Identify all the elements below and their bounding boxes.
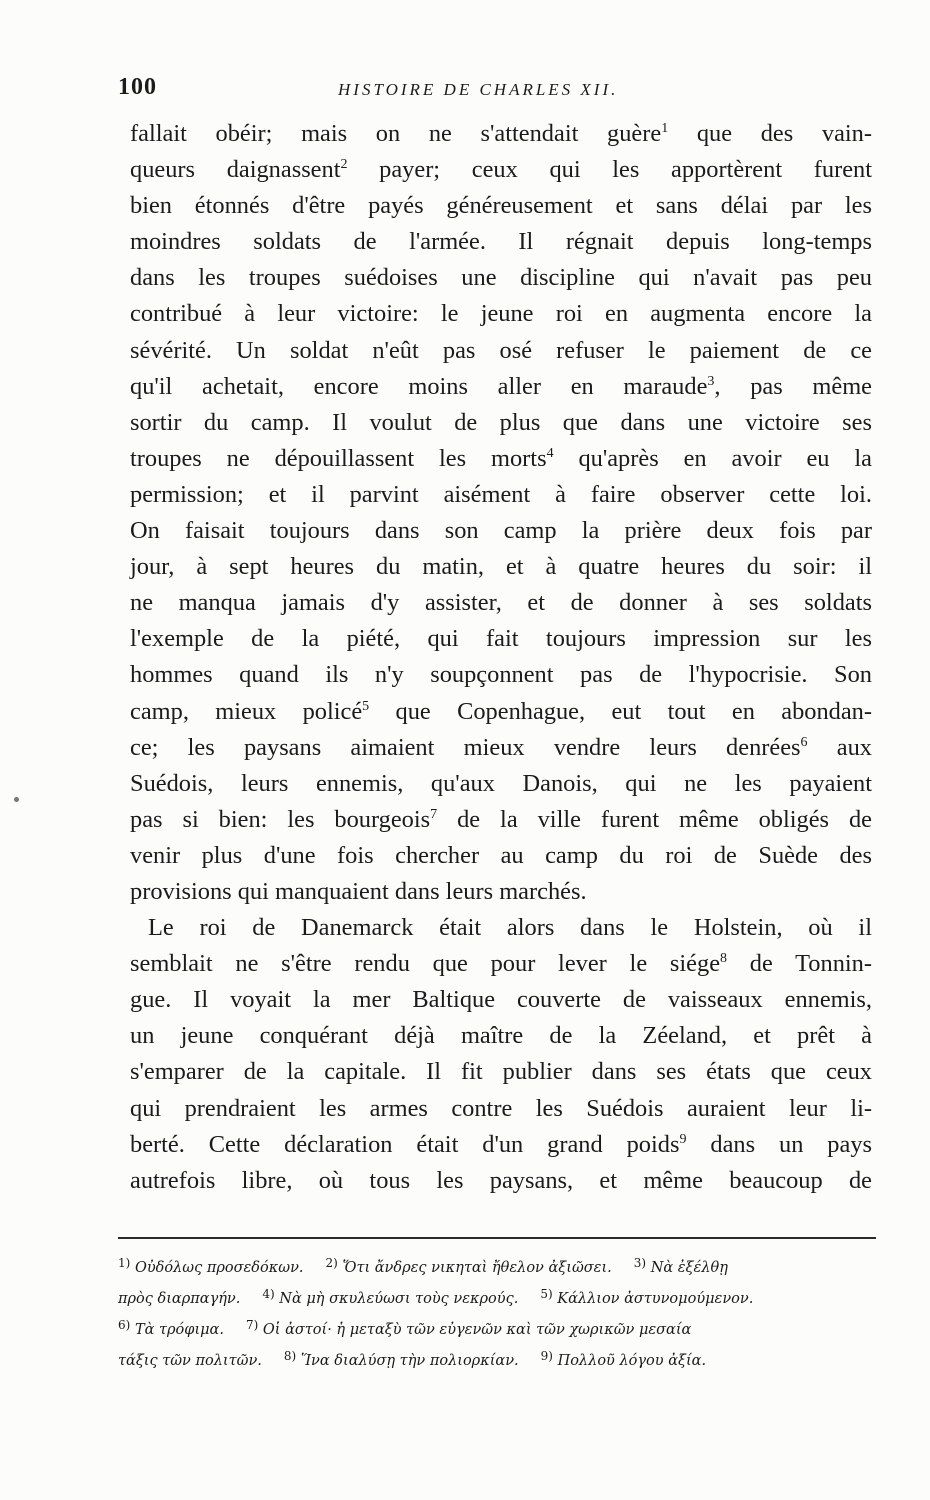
text-line: [130, 657, 872, 693]
text-segment: permission; et il parvint aisément à faire observer cette loi.: [130, 480, 872, 508]
footnote-marker: 5: [362, 698, 370, 714]
text-line: [130, 874, 872, 910]
text-segment: hommes quand ils n'y soupçonnent pas de l'hypocrisie. Son: [130, 661, 872, 689]
text-line: [130, 982, 872, 1018]
text-segment: ne manqua jamais d'y assister, et de donner à ses soldats: [130, 589, 872, 617]
text-line: [130, 766, 872, 802]
text-segment: l'exemple de la piété, qui fait toujours impression sur les: [130, 625, 872, 653]
text-line: [130, 1054, 872, 1090]
text-line: [130, 946, 872, 982]
footnote-text: τάξις τῶν πολιτῶν.: [118, 1353, 262, 1369]
footnote-number: 5): [540, 1287, 553, 1301]
footnote-marker: 8: [720, 951, 728, 967]
text-segment: semblait ne s'être rendu que pour lever le siége: [130, 950, 721, 978]
page-number: 100: [118, 74, 157, 100]
margin-speck: [14, 797, 19, 802]
text-segment: qu'il achetait, encore moins aller en maraude: [130, 372, 708, 400]
text-segment: Le roi de Danemarck était alors dans le Holstein, où il: [148, 914, 872, 942]
text-segment: que Copenhague, eut tout en abondan-: [369, 697, 872, 725]
body-text: [130, 116, 872, 1199]
text-segment: Suédois, leurs ennemis, qu'aux Danois, qui ne les payaient: [130, 769, 872, 797]
running-title: HISTOIRE DE CHARLES XII.: [338, 80, 619, 99]
text-segment: contribué à leur victoire: le jeune roi en augmenta encore la: [130, 300, 872, 328]
text-segment: que des vain-: [668, 120, 872, 147]
footnote-text: Ἵνα διαλύσῃ τὴν πολιορκίαν.: [300, 1353, 519, 1369]
footnote-text: Ὅτι ἄνδρες νικηταὶ ἤθελον ἀξιῶσει.: [342, 1260, 612, 1276]
footnote-number: 6): [118, 1318, 131, 1332]
footnote-marker: 1: [661, 121, 669, 136]
footnote-text: Νὰ ἐξέλθῃ: [650, 1260, 728, 1276]
text-segment: de Tonnin-: [727, 950, 872, 978]
footnote-number: 9): [540, 1349, 553, 1363]
text-line: [130, 260, 872, 296]
text-segment: moindres soldats de l'armée. Il régnait depuis long-temps: [130, 228, 872, 256]
footnote-line: [118, 1281, 878, 1312]
text-line: [130, 910, 872, 946]
text-line: [130, 621, 872, 657]
footnote-number: 2): [325, 1256, 338, 1270]
text-segment: s'emparer de la capitale. Il fit publier dans ses états que ceux: [130, 1058, 872, 1086]
footnote-marker: 2: [340, 157, 348, 173]
text-segment: qu'après en avoir eu la: [553, 444, 872, 472]
text-line: [130, 1127, 872, 1163]
text-segment: de la ville furent même obligés de: [437, 805, 873, 833]
text-segment: berté. Cette déclaration était d'un grand poids: [130, 1130, 680, 1158]
text-segment: venir plus d'une fois chercher au camp du roi de Suède des: [130, 841, 872, 869]
text-segment: queurs daignassent: [130, 156, 341, 184]
text-segment: , pas même: [714, 372, 872, 400]
text-segment: un jeune conquérant déjà maître de la Zéeland, et prêt à: [130, 1022, 872, 1050]
footnote-text: πρὸς διαρπαγήν.: [118, 1291, 241, 1307]
text-line: [130, 333, 872, 369]
text-segment: aux: [807, 733, 872, 761]
footnote-marker: 9: [679, 1131, 687, 1147]
footnote-text: Κάλλιον ἀστυνομούμενον.: [557, 1291, 754, 1307]
text-line: [130, 585, 872, 621]
footnote-number: 7): [245, 1318, 259, 1332]
text-segment: pas si bien: les bourgeois: [130, 805, 431, 833]
footnote-text: Οἱ ἀστοί· ἡ μεταξὺ τῶν εὐγενῶν καὶ τῶν χωρικῶν μεσαία: [262, 1322, 692, 1338]
footnote-marker: 3: [707, 373, 715, 389]
text-line: [130, 1018, 872, 1054]
text-segment: gue. Il voyait la mer Baltique couverte de vaisseaux ennemis,: [130, 986, 872, 1014]
text-segment: On faisait toujours dans son camp la prière deux fois par: [130, 517, 872, 545]
footnote-number: 4): [262, 1287, 275, 1301]
text-line: [130, 694, 872, 730]
footnote-rule: [118, 1237, 876, 1239]
text-line: [130, 730, 872, 766]
text-segment: sortir du camp. Il voulut de plus que dans une victoire ses: [130, 408, 872, 436]
footnote-marker: 7: [430, 806, 438, 822]
text-line: [130, 549, 872, 585]
text-segment: qui prendraient les armes contre les Suédois auraient leur li-: [130, 1094, 872, 1122]
footnote-number: 1): [118, 1256, 131, 1270]
text-segment: sévérité. Un soldat n'eût pas osé refuser le paiement de ce: [130, 336, 872, 364]
text-line: [130, 477, 872, 513]
text-line: [130, 152, 872, 188]
text-line: [130, 224, 872, 260]
footnote-text: Τὰ τρόφιμα.: [134, 1322, 224, 1338]
footnote-line: [118, 1343, 878, 1374]
text-segment: provisions qui manquaient dans leurs marchés.: [130, 877, 587, 905]
footnote-text: Πολλοῦ λόγου ἀξία.: [557, 1353, 707, 1369]
footnote-marker: 4: [546, 445, 554, 461]
text-segment: camp, mieux policé: [130, 697, 363, 725]
text-segment: dans les troupes suédoises une discipline qui n'avait pas peu: [130, 264, 872, 292]
footnote-line: [118, 1250, 878, 1281]
text-line: [130, 1091, 872, 1127]
footnote-number: 8): [283, 1349, 297, 1363]
text-line: [130, 802, 872, 838]
text-segment: payer; ceux qui les apportèrent furent: [347, 156, 872, 184]
text-segment: fallait obéir; mais on ne s'attendait guère: [130, 120, 662, 147]
running-head: [118, 72, 878, 106]
footnote-line: [118, 1312, 878, 1343]
text-segment: jour, à sept heures du matin, et à quatre heures du soir: il: [130, 553, 872, 581]
text-segment: troupes ne dépouillassent les morts: [130, 444, 547, 472]
text-line: [130, 116, 872, 152]
text-segment: bien étonnés d'être payés généreusement et sans délai par les: [130, 192, 872, 220]
text-segment: dans un pays: [686, 1130, 873, 1158]
text-line: [130, 369, 872, 405]
footnote-number: 3): [633, 1256, 647, 1270]
text-line: [130, 513, 872, 549]
footnote-marker: 6: [800, 734, 808, 750]
footnote-text: Νὰ μὴ σκυλεύωσι τοὺς νεκρούς.: [279, 1291, 519, 1307]
text-line: [130, 838, 872, 874]
text-line: [130, 1163, 872, 1199]
text-line: [130, 441, 872, 477]
text-segment: autrefois libre, où tous les paysans, et même beaucoup de: [130, 1166, 872, 1194]
text-line: [130, 188, 872, 224]
footnote-text: Οὐδόλως προσεδόκων.: [134, 1260, 304, 1276]
text-segment: ce; les paysans aimaient mieux vendre leurs denrées: [130, 733, 801, 761]
footnotes: [118, 1250, 878, 1374]
text-line: [130, 405, 872, 441]
text-line: [130, 296, 872, 332]
